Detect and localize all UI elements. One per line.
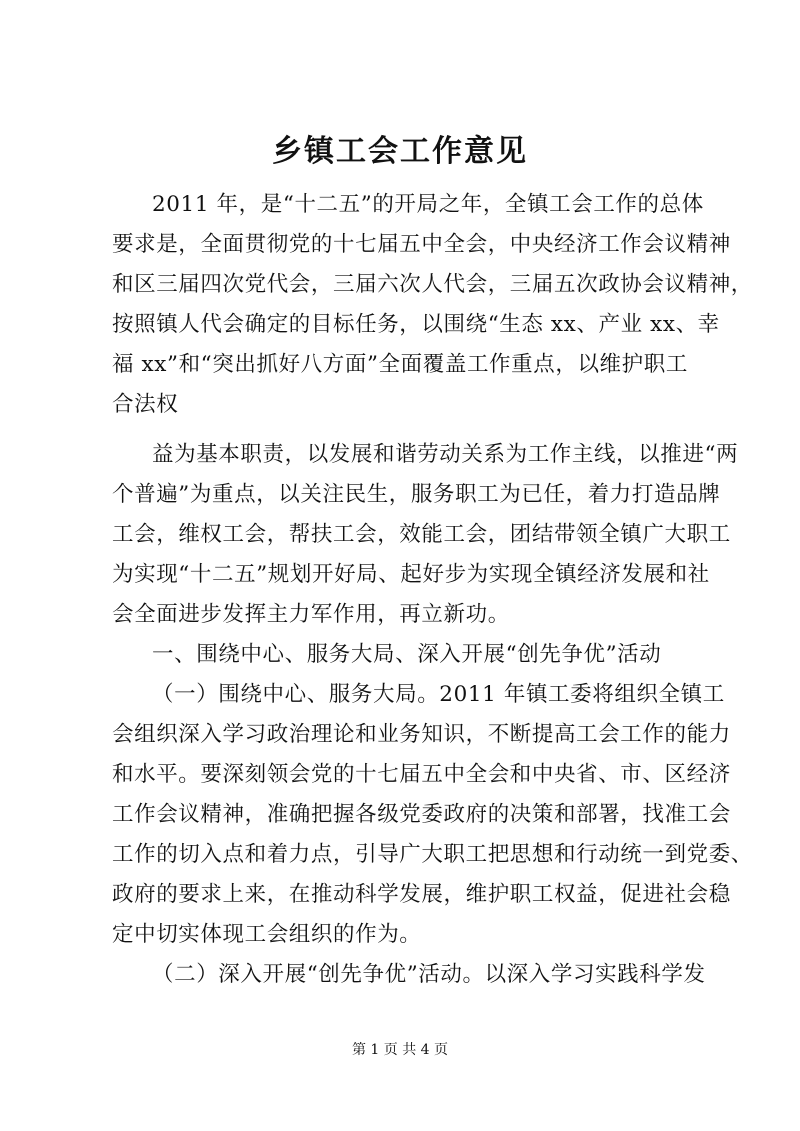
text-line: 要求是，全面贯彻党的十七届五中全会，中央经济工作会议精神 <box>112 232 731 257</box>
text-line: 会组织深入学习政治理论和业务知识，不断提高工会工作的能力 <box>112 722 731 747</box>
text-line: 会全面进步发挥主力军作用，再立新功。 <box>112 602 510 627</box>
text-line: 和区三届四次党代会，三届六次人代会，三届五次政协会议精神， <box>112 272 753 297</box>
text-line: （一）围绕中心、服务大局。2011 年镇工委将组织全镇工 <box>152 682 725 707</box>
text-line: 2011 年，是“十二五”的开局之年，全镇工会工作的总体 <box>152 192 704 217</box>
text-line: 工作会议精神，准确把握各级党委政府的决策和部署，找准工会 <box>112 802 731 827</box>
text-line: 个普遍”为重点，以关注民生，服务职工为已任，着力打造品牌 <box>112 482 721 507</box>
text-line: 工会，维权工会，帮扶工会，效能工会，团结带领全镇广大职工 <box>112 522 731 547</box>
text-line: 为实现“十二五”规划开好局、起好步为实现全镇经济发展和社 <box>112 562 710 587</box>
page-footer: 第 1 页 共 4 页 <box>351 1042 449 1058</box>
page-title: 乡镇工会工作意见 <box>272 134 528 169</box>
text-line: 工作的切入点和着力点，引导广大职工把思想和行动统一到党委、 <box>112 842 753 867</box>
text-line: 合法权 <box>112 392 179 417</box>
text-line: 和水平。要深刻领会党的十七届五中全会和中央省、市、区经济 <box>112 762 731 787</box>
text-line: 定中切实体现工会组织的作为。 <box>112 922 422 947</box>
text-line: （二）深入开展“创先争优”活动。以深入学习实践科学发 <box>152 962 706 987</box>
text-line: 福 xx”和“突出抓好八方面”全面覆盖工作重点，以维护职工 <box>112 352 688 377</box>
text-line: 按照镇人代会确定的目标任务，以围绕“生态 xx、产业 xx、幸 <box>112 312 720 337</box>
text-line: 益为基本职责，以发展和谐劳动关系为工作主线，以推进“两 <box>152 442 739 467</box>
section-heading: 一、围绕中心、服务大局、深入开展“创先争优”活动 <box>152 642 662 667</box>
text-line: 政府的要求上来，在推动科学发展，维护职工权益，促进社会稳 <box>112 882 731 907</box>
